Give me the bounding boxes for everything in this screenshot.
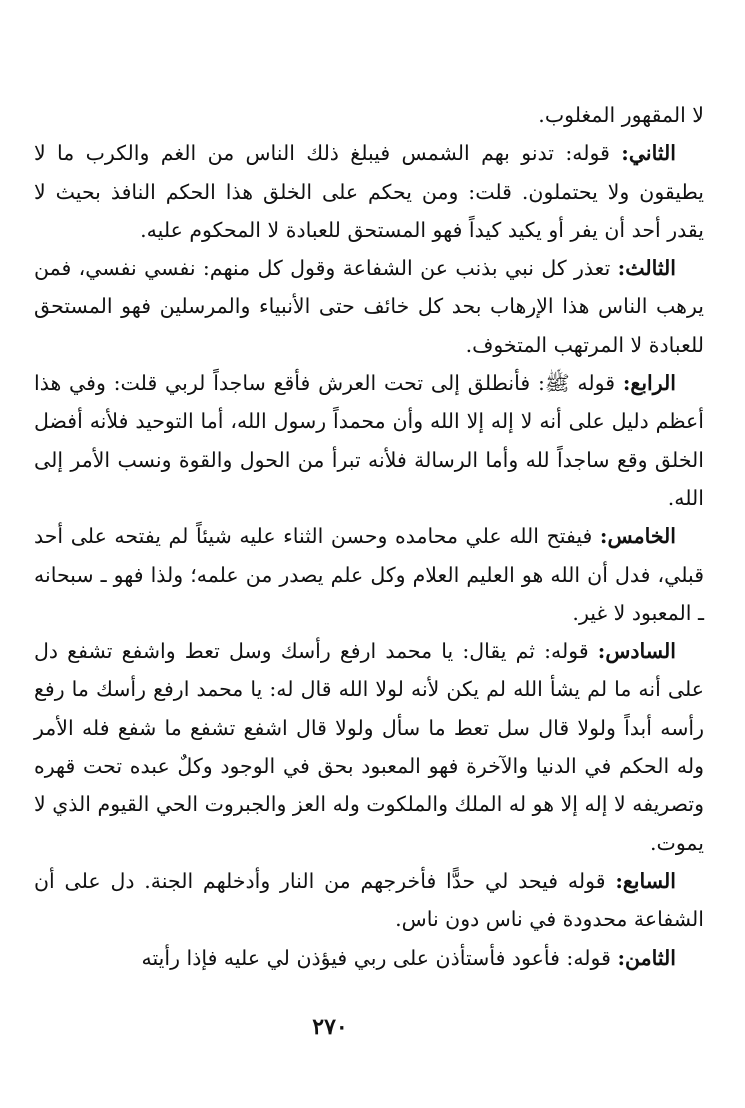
paragraph-sixth [34, 632, 704, 862]
paragraph-fifth [34, 517, 704, 632]
paragraph-seventh [34, 862, 704, 939]
paragraph-heading: السادس: [597, 639, 676, 664]
paragraph-text: لا المقهور المغلوب. [538, 103, 704, 127]
paragraph-eighth [34, 939, 704, 977]
paragraph-heading: الثامن: [617, 945, 676, 970]
paragraph-heading: السابع: [615, 868, 676, 893]
paragraph-continuation [34, 96, 704, 134]
page-number: ٢٧٠ [312, 1014, 348, 1040]
paragraph-third [34, 249, 704, 364]
paragraph-text: تعذر كل نبي بذنب عن الشفاعة وقول كل منهم: نفسي نفسي، فمن يرهب الناس هذا الإرهاب بحد كل خائف حتى الأنبياء والمرسلين فهو المستحق للعبادة لا المرتهب المتخوف. [34, 256, 704, 357]
paragraph-heading: الرابع: [622, 371, 676, 396]
paragraph-fourth [34, 364, 704, 517]
paragraph-heading: الثاني: [621, 141, 676, 166]
paragraph-text: قوله فيحد لي حدًّا فأخرجهم من النار وأدخلهم الجنة. دل على أن الشفاعة محدودة في ناس دون ناس. [34, 868, 704, 932]
paragraph-second [34, 134, 704, 249]
paragraph-text: قوله: تدنو بهم الشمس فيبلغ ذلك الناس من الغم والكرب ما لا يطيقون ولا يحتملون. قلت: ومن يحكم على الخلق هذا الحكم النافذ بحيث لا يقدر أحد أن يفر أو يكيد كيداً فهو المستحق للعبادة لا المحكوم عليه. [34, 141, 704, 242]
paragraph-text: قوله: فأعود فأستأذن على ربي فيؤذن لي عليه فإذا رأيته [141, 945, 618, 970]
paragraph-text: قوله: ثم يقال: يا محمد ارفع رأسك وسل تعط واشفع تشفع دل على أنه ما لم يشأ الله لم يكن لأنه لولا الله قال له: يا محمد ارفع رأسك ما رفع رأسه أبداً ولولا قال سل تعط ما سأل ولولا قال اشفع تشفع ما شفع فله الأمر وله الحكم في الدنيا والآخرة فهو المعبود بحق في الوجود وكلٌ عبده تحت قهره وتصريفه لا إله إلا هو له الملك والملكوت وله العز والجبروت الحي القيوم الذي لا يموت. [34, 639, 704, 855]
page-body [34, 96, 704, 977]
paragraph-text: فيفتح الله علي محامده وحسن الثناء عليه شيئاً لم يفتحه على أحد قبلي، فدل أن الله هو العليم العلام وكل علم يصدر من علمه؛ ولذا فهو ـ سبحانه ـ المعبود لا غير. [34, 524, 704, 625]
paragraph-heading: الثالث: [617, 256, 676, 281]
paragraph-heading: الخامس: [599, 524, 676, 549]
paragraph-text: قوله ﷺ: فأنطلق إلى تحت العرش فأقع ساجداً لربي قلت: وفي هذا أعظم دليل على أنه لا إله إلا الله وأن محمداً رسول الله، أما التوحيد فلأنه أفضل الخلق وقع ساجداً لله وأما الرسالة فلأنه تبرأ من الحول والقوة ونسب الأمر إلى الله. [34, 371, 704, 510]
